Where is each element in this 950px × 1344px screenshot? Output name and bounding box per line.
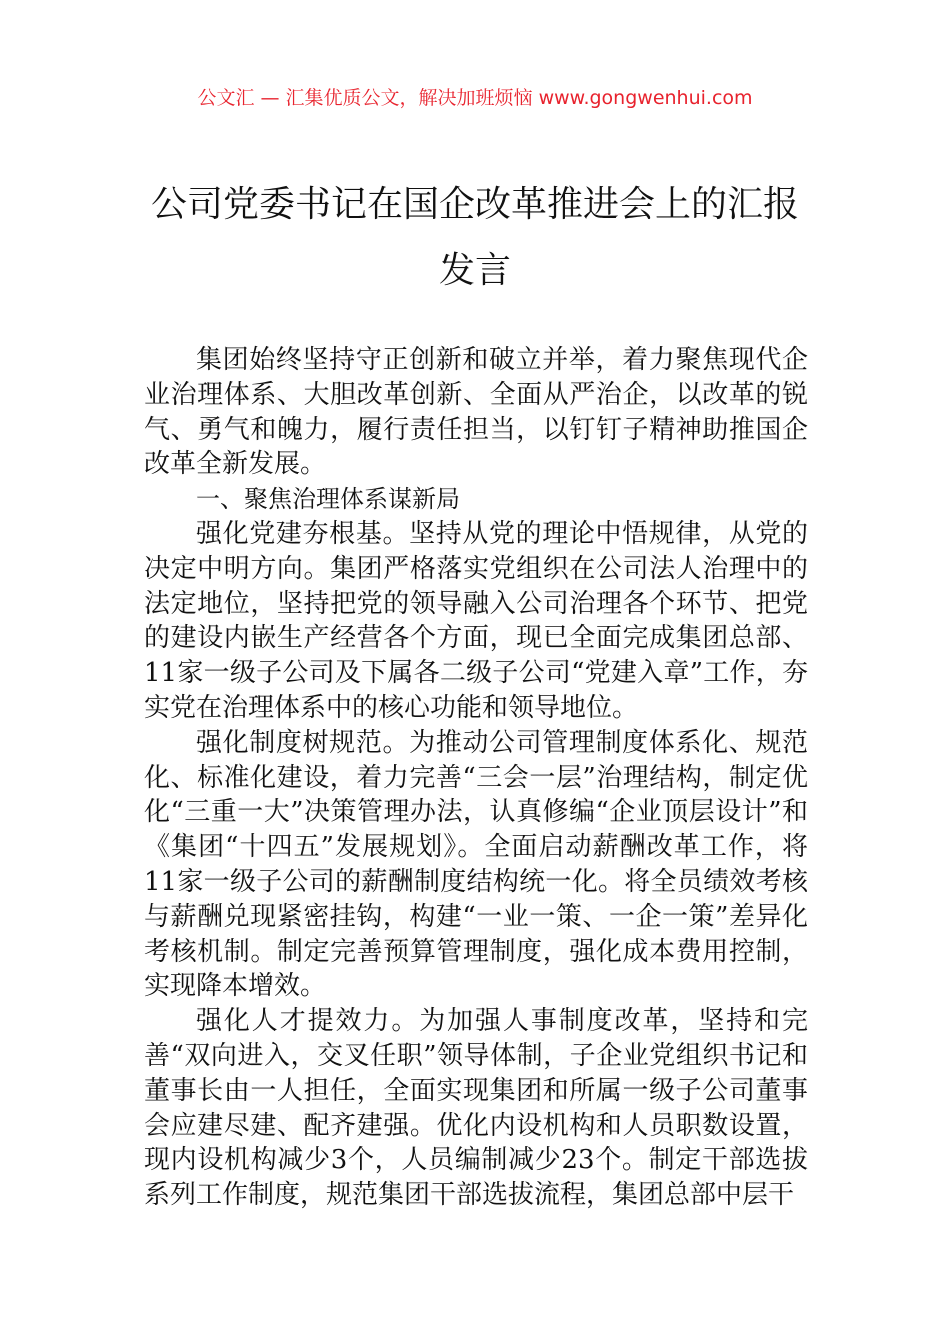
paragraph-talent: 强化人才提效力。为加强人事制度改革，坚持和完善“双向进入，交叉任职”领导体制，子企业党组织书记和董事长由一人担任，全面实现集团和所属一级子公司董事会应建尽建、配齐建强。优化内设机构和人员职数设置，现内设机构减少3个，人员编制减少23个。制定干部选拔系列工作制度，规范集团干部选拔流程，集团总部中层干 <box>144 1006 808 1211</box>
paragraph-intro: 集团始终坚持守正创新和破立并举，着力聚焦现代企业治理体系、大胆改革创新、全面从严治企，以改革的锐气、勇气和魄力，履行责任担当，以钉钉子精神助推国企改革全新发展。 <box>144 345 808 480</box>
title-line-1: 公司党委书记在国企改革推进会上的汇报 <box>150 184 799 225</box>
title-line-2: 发言 <box>438 250 511 291</box>
site-banner: 公文汇 — 汇集优质公文，解决加班烦恼 www.gongwenhui.com <box>197 87 753 109</box>
paragraph-party-building: 强化党建夯根基。坚持从党的理论中悟规律，从党的决定中明方向。集团严格落实党组织在公司法人治理中的法定地位，坚持把党的领导融入公司治理各个环节、把党的建设内嵌生产经营各个方面，现已全面完成集团总部、11家一级子公司及下属各二级子公司“党建入章”工作，夯实党在治理体系中的核心功能和领导地位。 <box>144 518 808 723</box>
document-title <box>120 172 830 304</box>
section-heading-1: 一、聚焦治理体系谋新局 <box>196 485 460 514</box>
document-body <box>144 343 808 1213</box>
paragraph-institutions: 强化制度树规范。为推动公司管理制度体系化、规范化、标准化建设，着力完善“三会一层”治理结构，制定优化“三重一大”决策管理办法，认真修编“企业顶层设计”和《集团“十四五”发展规划》。全面启动薪酬改革工作，将11家一级子公司的薪酬制度结构统一化。将全员绩效考核与薪酬兑现紧密挂钩，构建“一业一策、一企一策”差异化考核机制。制定完善预算管理制度，强化成本费用控制，实现降本增效。 <box>144 727 808 1002</box>
